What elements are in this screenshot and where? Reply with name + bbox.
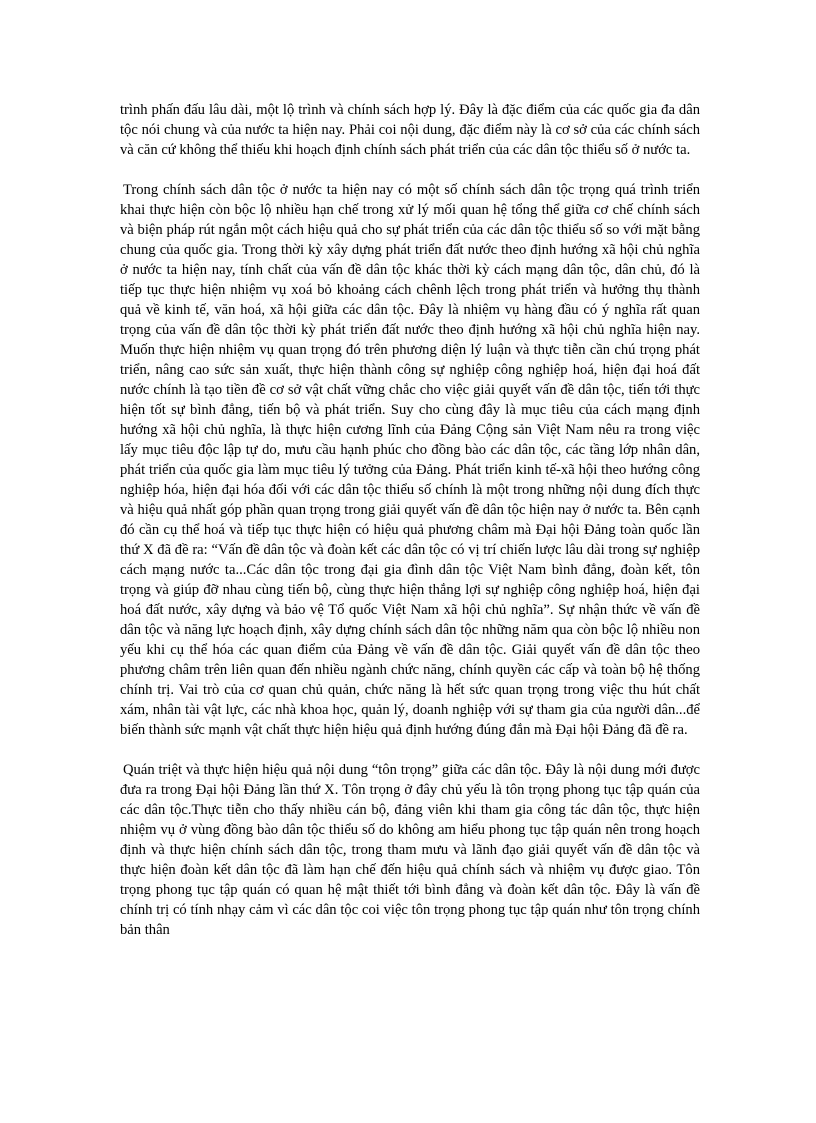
paragraph-2: Trong chính sách dân tộc ở nước ta hiện nay có một số chính sách dân tộc trọng quá trình triển khai thực hiện còn bộc lộ nhiều hạn chế trong xử lý mối quan hệ tổng thể giữa cơ chế chính sách và biện pháp rút ngắn một cách hiệu quả cho sự phát triển của các dân tộc thiểu số so với mặt bằng chung của quốc gia. Trong thời kỳ xây dựng phát triển đất nước theo định hướng xã hội chủ nghĩa ở nước ta hiện nay, tính chất của vấn đề dân tộc khác thời kỳ cách mạng dân tộc, dân chủ, đó là tiếp tục thực hiện nhiệm vụ xoá bỏ khoảng cách chênh lệch trong phát triển và hưởng thụ thành quả về kinh tế, văn hoá, xã hội giữa các dân tộc. Đây là nhiệm vụ hàng đầu có ý nghĩa rất quan trọng của vấn đề dân tộc thời kỳ phát triển đất nước theo định hướng xã hội chủ nghĩa hiện nay. Muốn thực hiện nhiệm vụ quan trọng đó trên phương diện lý luận và thực tiễn cần chú trọng phát triển, nâng cao sức sản xuất, thực hiện thành công sự nghiệp công nghiệp hoá, hiện đại hoá đất nước chính là tạo tiền đề cơ sở vật chất vững chắc cho việc giải quyết vấn đề dân tộc, tiến tới thực hiện tốt sự bình đẳng, tiến bộ và phát triển. Suy cho cùng đây là mục tiêu của cách mạng định hướng xã hội chủ nghĩa, là thực hiện cương lĩnh của Đảng Cộng sản Việt Nam nêu ra trong việc lấy mục tiêu độc lập tự do, mưu cầu hạnh phúc cho đồng bào các dân tộc, các tầng lớp nhân dân, phát triển của quốc gia làm mục tiêu lý tưởng của Đảng. Phát triển kinh tế-xã hội theo hướng công nghiệp hóa, hiện đại hóa đối với các dân tộc thiểu số chính là một trong những nội dung đích thực và hiệu quả nhất góp phần quan trọng trong giải quyết vấn đề dân tộc hiện nay ở nước ta. Bên cạnh đó cần cụ thể hoá và tiếp tục thực hiện có hiệu quả phương châm mà Đại hội Đảng toàn quốc lần thứ X đã đề ra: “Vấn đề dân tộc và đoàn kết các dân tộc có vị trí chiến lược lâu dài trong sự nghiệp cách mạng nước ta...Các dân tộc trong đại gia đình dân tộc Việt Nam bình đẳng, đoàn kết, tôn trọng và giúp đỡ nhau cùng tiến bộ, cùng thực hiện thắng lợi sự nghiệp công nghiệp hoá, hiện đại hoá đất nước, xây dựng và bảo vệ Tổ quốc Việt Nam xã hội chủ nghĩa”. Sự nhận thức về vấn đề dân tộc và năng lực hoạch định, xây dựng chính sách dân tộc những năm qua còn bộc lộ nhiều non yếu khi cụ thể hóa các quan điểm của Đảng về vấn đề dân tộc. Giải quyết vấn đề dân tộc theo phương châm trên liên quan đến nhiều ngành chức năng, chính quyền các cấp và toàn bộ hệ thống chính trị. Vai trò của cơ quan chủ quản, chức năng là hết sức quan trọng trong việc thu hút chất xám, nhân tài vật lực, các nhà khoa học, quản lý, doanh nghiệp với sự tham gia của người dân...để biến thành sức mạnh vật chất thực hiện hiệu quả định hướng đúng đắn mà Đại hội Đảng đã đề ra. <box>120 182 700 738</box>
document-page <box>120 100 700 960</box>
paragraph-3: Quán triệt và thực hiện hiệu quả nội dung “tôn trọng” giữa các dân tộc. Đây là nội dung mới được đưa ra trong Đại hội Đảng lần thứ X. Tôn trọng ở đây chủ yếu là tôn trọng phong tục tập quán của các dân tộc.Thực tiễn cho thấy nhiều cán bộ, đảng viên khi tham gia công tác dân tộc, thực hiện nhiệm vụ ở vùng đồng bào dân tộc thiểu số do không am hiểu phong tục tập quán nên trong hoạch định và thực hiện chính sách dân tộc, trong tham mưu và lãnh đạo giải quyết vấn đề dân tộc và thực hiện đoàn kết dân tộc đã làm hạn chế đến hiệu quả chính sách và nhiệm vụ được giao. Tôn trọng phong tục tập quán có quan hệ mật thiết tới bình đẳng và đoàn kết dân tộc. Đây là vấn đề chính trị có tính nhạy cảm vì các dân tộc coi việc tôn trọng phong tục tập quán như tôn trọng chính bản thân <box>120 762 700 938</box>
paragraph-1: trình phấn đấu lâu dài, một lộ trình và chính sách hợp lý. Đây là đặc điểm của các quốc gia đa dân tộc nói chung và của nước ta hiện nay. Phải coi nội dung, đặc điểm này là cơ sở của các chính sách và căn cứ không thể thiếu khi hoạch định chính sách phát triển của các dân tộc thiểu số ở nước ta. <box>120 102 700 158</box>
